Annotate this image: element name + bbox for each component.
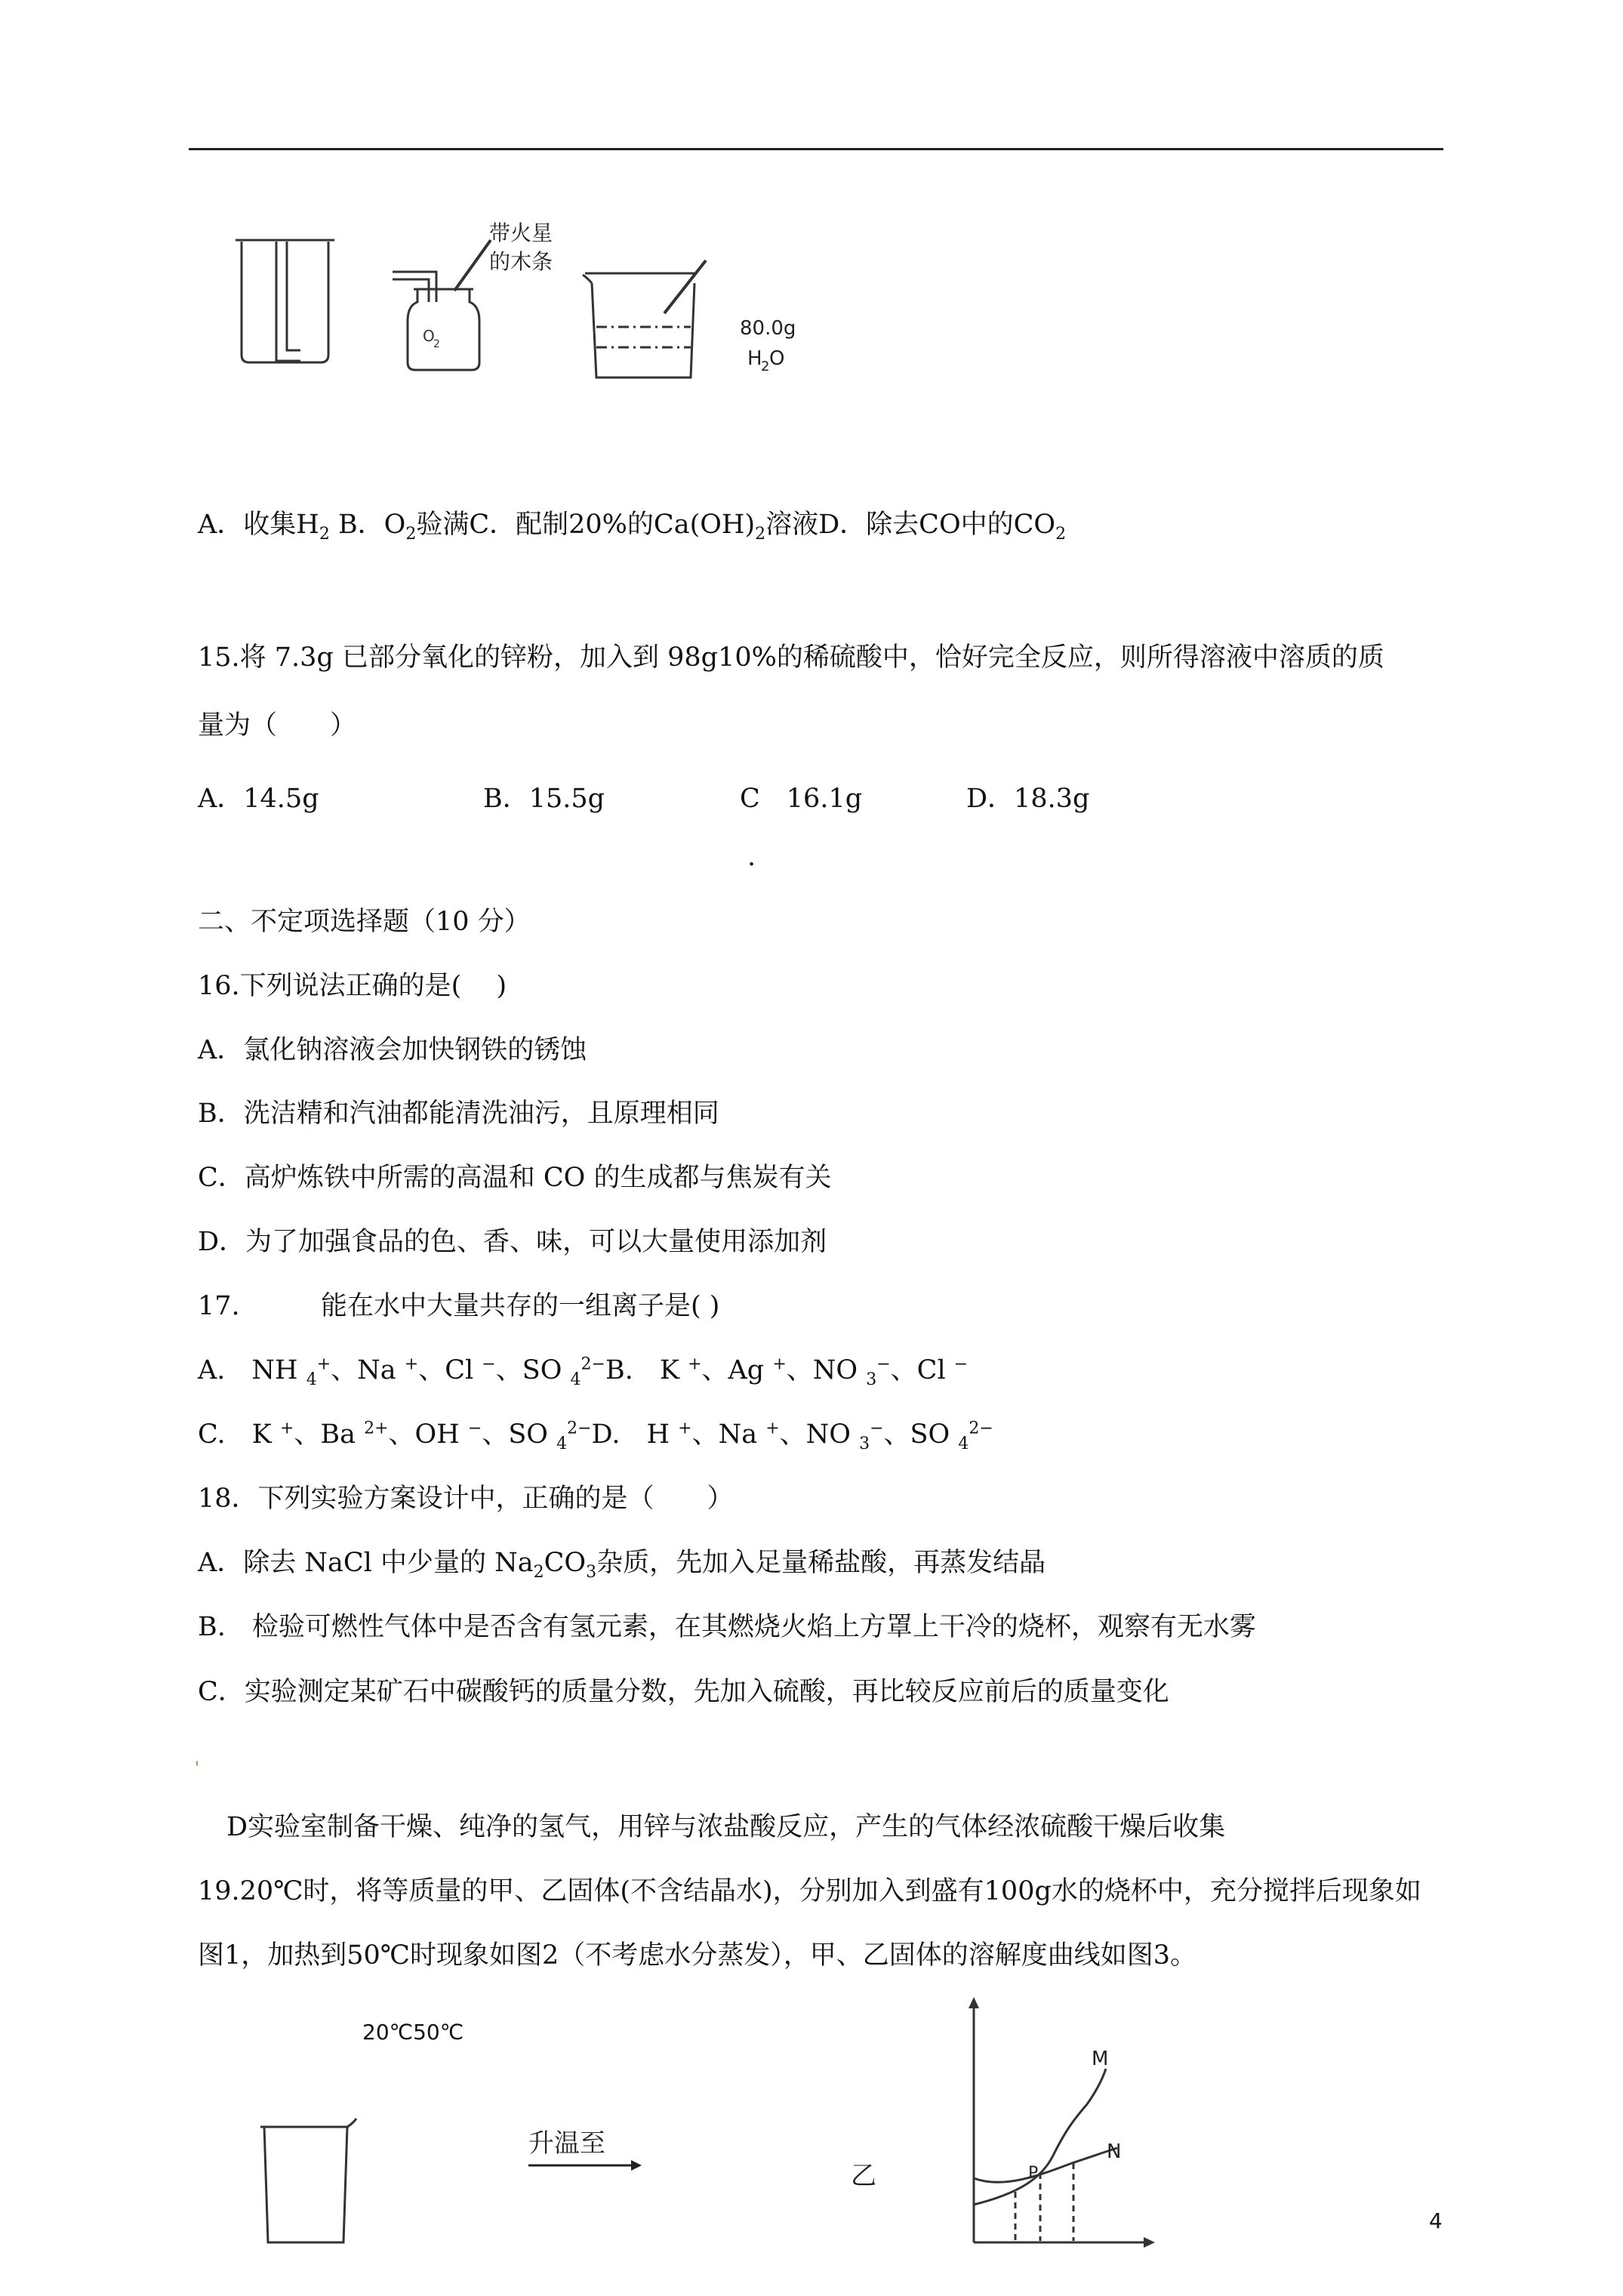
q19-temperature-labels: 20℃50℃ xyxy=(362,2020,464,2045)
splint-label-2: 的木条 xyxy=(489,249,553,274)
q17-options-ab: A. NH $_4$+、Na +、Cl −、SO $_4^{2-}$B. K +、Ag +、NO $_3$−、Cl − xyxy=(198,1354,969,1389)
water-label-o: O xyxy=(769,347,785,370)
q17-stem: 能在水中大量共存的一组离子是( ) xyxy=(321,1291,720,1321)
o2-gas-bottle-icon xyxy=(393,240,491,370)
beaker-with-rod-icon xyxy=(583,260,706,378)
q16-option-b: B．洗洁精和汽油都能清洗油污，且原理相同 xyxy=(198,1099,719,1129)
q18-option-b: B. 检验可燃性气体中是否含有氢元素，在其燃烧火焰上方罩上干冷的烧杯，观察有无水雾 xyxy=(198,1612,1256,1642)
q14-options: A．收集$H_2$ B．$O_2$验满C．配制20%的$Ca(OH)_2$溶液D．除去CO中的$CO_2$ xyxy=(198,510,1067,544)
q19-stem-line2: 图1，加热到50℃时现象如图2（不考虑水分蒸发），甲、乙固体的溶解度曲线如图3。 xyxy=(198,1940,1196,1971)
water-label-sub: 2 xyxy=(761,359,770,374)
mass-label: 80.0g xyxy=(740,317,796,340)
q15-option-d: D．18.3g xyxy=(966,784,1090,814)
curve-n-label: N xyxy=(1107,2140,1122,2163)
curve-m xyxy=(974,2069,1106,2205)
q16-option-d: D．为了加强食品的色、香、味，可以大量使用添加剂 xyxy=(198,1227,827,1257)
q16-option-c: C．高炉炼铁中所需的高温和 CO 的生成都与焦炭有关 xyxy=(198,1163,832,1193)
solubility-curve-chart xyxy=(969,1997,1155,2248)
page-number: 4 xyxy=(1429,2208,1443,2233)
q16-option-a: A．氯化钠溶液会加快钢铁的锈蚀 xyxy=(198,1035,587,1065)
water-label-h: H xyxy=(747,347,762,370)
stray-tick: ' xyxy=(195,1759,200,1778)
q15-stem-line1: 15.将 7.3g 已部分氧化的锌粉，加入到 98g10%的稀硫酸中，恰好完全反应，则所得溶液中溶质的质 xyxy=(198,643,1384,673)
q16-stem: 16.下列说法正确的是( ) xyxy=(198,971,507,1001)
q19-stem-line1: 19.20℃时，将等质量的甲、乙固体(不含结晶水)，分别加入到盛有100g水的烧杯中，充分搅拌后现象如 xyxy=(198,1876,1421,1906)
o2-label: O xyxy=(423,327,435,345)
q18-option-a: A．除去 NaCl 中少量的 $Na_2CO_3$杂质，先加入足量稀盐酸，再蒸发结晶 xyxy=(198,1548,1046,1582)
arrow-label: 升温至 xyxy=(528,2128,605,2159)
q15-stem-line2: 量为（ ） xyxy=(198,710,357,741)
q18-stem: 18．下列实验方案设计中，正确的是（ ） xyxy=(198,1484,734,1514)
yi-label: 乙 xyxy=(851,2161,876,2191)
curve-m-label: M xyxy=(1092,2048,1109,2070)
q17-options-cd: C. K +、Ba $^{2+}$、OH −、SO $_4^{2-}$D. H +、Na +、NO $_3$−、SO $_4^{2-}$ xyxy=(198,1419,993,1453)
splint-label-1: 带火星 xyxy=(489,220,553,245)
section-2-title: 二、不定项选择题（10 分） xyxy=(198,907,531,937)
inverted-collection-bottle-icon xyxy=(236,240,334,362)
q17-stem-number: 17. xyxy=(198,1291,240,1321)
curve-n xyxy=(974,2148,1117,2182)
point-p-label: P xyxy=(1028,2164,1039,2183)
heating-arrow-icon xyxy=(528,2160,642,2171)
q18-option-d: D实验室制备干燥、纯净的氢气，用锌与浓盐酸反应，产生的气体经浓硫酸干燥后收集 xyxy=(226,1812,1226,1842)
beaker-icon xyxy=(260,2119,356,2242)
q15-option-a: A．14.5g xyxy=(198,784,319,814)
q18-option-c: C．实验测定某矿石中碳酸钙的质量分数，先加入硫酸，再比较反应前后的质量变化 xyxy=(198,1677,1169,1707)
stray-dot: . xyxy=(747,842,756,872)
q15-option-b: B．15.5g xyxy=(483,784,605,814)
header-rule xyxy=(189,148,1443,150)
o2-label-sub: 2 xyxy=(433,338,440,350)
q15-option-c: C 16.1g xyxy=(740,784,863,814)
